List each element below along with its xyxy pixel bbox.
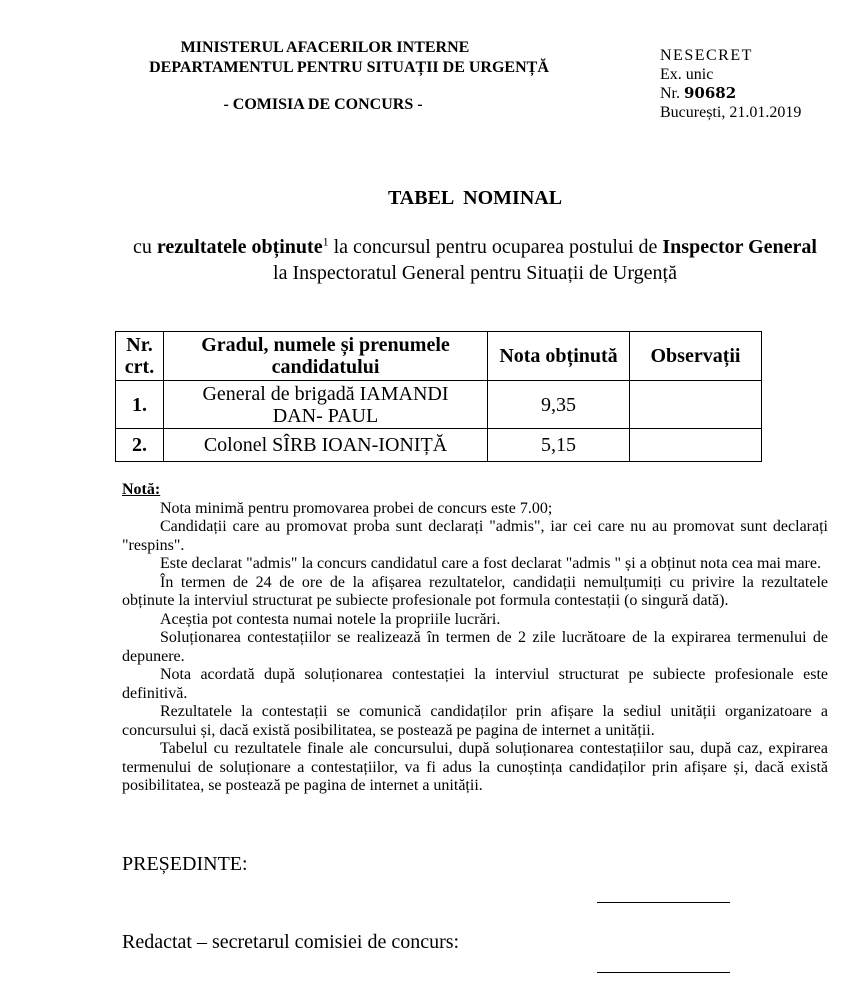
- table-header-row: [116, 332, 762, 381]
- header-name: Gradul, numele și prenumele candidatului: [164, 332, 488, 381]
- document-title: TABEL NOMINAL: [387, 187, 563, 209]
- subtitle-prefix: cu: [133, 236, 157, 258]
- secretary-label: Redactat – secretarul comisiei de concurs:: [122, 931, 460, 953]
- president-signature-line: [597, 902, 730, 903]
- footnote-marker: 1: [322, 234, 329, 249]
- row-nr: 1.: [116, 381, 164, 429]
- row-observations: [630, 429, 762, 462]
- row-nr: 2.: [116, 429, 164, 462]
- row-candidate: General de brigadă IAMANDI DAN- PAUL: [164, 381, 488, 429]
- note-paragraph: Nota acordată după soluționarea contestației la interviul structurat pe subiecte profesionale este definitivă.: [122, 666, 828, 702]
- note-paragraph: Aceștia pot contesta numai notele la propriile lucrări.: [160, 610, 501, 628]
- president-label: PREȘEDINTE:: [122, 853, 248, 875]
- header-observations: Observații: [630, 332, 762, 381]
- subtitle-middle: la concursul pentru ocuparea postului de: [328, 236, 663, 258]
- header-nr: Nr. crt.: [116, 332, 164, 381]
- document-subtitle: [100, 234, 850, 286]
- note-paragraph: Soluționarea contestațiilor se realizează în termen de 2 zile lucrătoare de la expirarea termenului de depunere.: [122, 629, 828, 665]
- subtitle-bold-results: rezultatele obținute: [156, 236, 323, 258]
- document-registration: [660, 46, 850, 122]
- table-row: [116, 429, 762, 462]
- row-observations: [630, 381, 762, 429]
- copy-label: Ex. unic: [660, 66, 714, 83]
- row-grade: 9,35: [488, 381, 630, 429]
- note-paragraph: Rezultatele la contestații se comunică candidaților prin afișare la sediul unității organizatoare a concursului și, dacă există posibilitatea, se postează pe pagina de internet a unității.: [122, 703, 828, 739]
- secretary-signature-line: [597, 972, 730, 973]
- note-paragraph: Candidații care au promovat proba sunt declarați "admis", iar cei care nu au promovat sunt declarați "respins".: [122, 518, 828, 554]
- table-row: [116, 381, 762, 429]
- subtitle-bold-position: Inspector General: [662, 236, 817, 258]
- registration-number: [660, 84, 850, 103]
- subtitle-line-2: la Inspectoratul General pentru Situații de Urgență: [273, 262, 677, 284]
- subtitle-line-1: [100, 234, 850, 260]
- registration-number-prefix: Nr.: [660, 85, 680, 102]
- ministry-name: MINISTERUL AFACERILOR INTERNE: [180, 39, 470, 56]
- note-paragraph: În termen de 24 de ore de la afișarea rezultatelor, candidații nemulțumiți cu privire la rezultatele obținute la interviul structurat pe subiecte profesionale pot formula contestații (o singură dată).: [122, 573, 828, 609]
- notes-label-line: [122, 481, 828, 500]
- classification-label: NESECRET: [660, 47, 753, 64]
- row-grade: 5,15: [488, 429, 630, 462]
- place-date: București, 21.01.2019: [660, 104, 802, 121]
- notes-label: Notă:: [122, 481, 161, 498]
- note-paragraph: Tabelul cu rezultatele finale ale concursului, după soluționarea contestațiilor sau, după caz, expirarea termenului de soluționare a contestațiilor, va fi adus la cunoștința candidaților prin afișare și, dacă există posibilitatea, se postează pe pagina de internet a unității.: [122, 740, 828, 794]
- notes-section: [122, 481, 828, 796]
- registration-number-value: 90682: [684, 84, 737, 102]
- row-candidate: Colonel SÎRB IOAN-IONIȚĂ: [164, 429, 488, 462]
- note-paragraph: Nota minimă pentru promovarea probei de concurs este 7.00;: [160, 499, 553, 517]
- commission-name: - COMISIA DE CONCURS -: [223, 96, 423, 113]
- results-table: [115, 331, 762, 462]
- header-grade: Nota obținută: [488, 332, 630, 381]
- note-paragraph: Este declarat "admis" la concurs candidatul care a fost declarat "admis " și a obținut nota cea mai mare.: [160, 555, 821, 572]
- department-name: DEPARTAMENTUL PENTRU SITUAȚII DE URGENȚĂ: [149, 59, 549, 76]
